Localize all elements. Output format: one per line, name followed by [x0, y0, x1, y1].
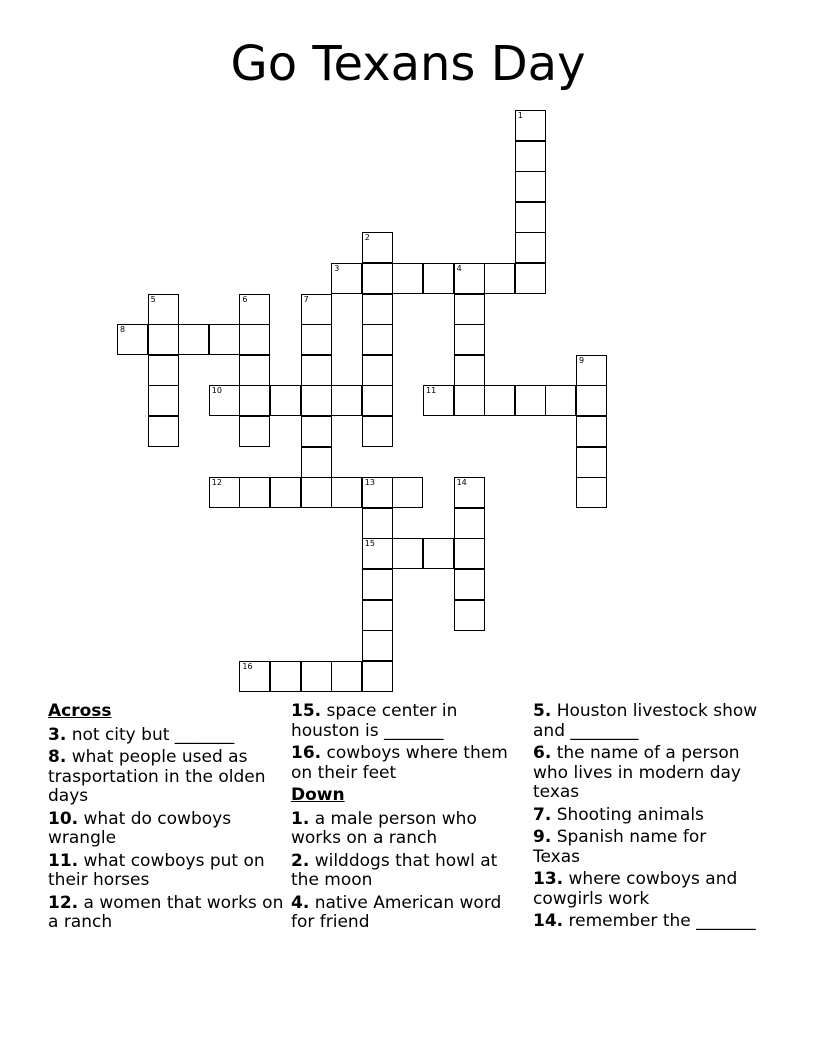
grid-cell-6[interactable]: [239, 294, 270, 325]
grid-cell-3[interactable]: [331, 263, 362, 294]
grid-cell-16[interactable]: [239, 661, 270, 692]
page-title: Go Texans Day: [230, 36, 586, 92]
grid-cell[interactable]: [454, 355, 485, 386]
cell-number: 10: [211, 386, 222, 396]
cell-number: 13: [364, 478, 375, 488]
grid-cell-5[interactable]: [148, 294, 179, 325]
grid-cell[interactable]: [301, 324, 332, 355]
clue-down-5: 5. Houston livestock show and ________: [533, 701, 758, 741]
grid-cell[interactable]: [270, 661, 301, 692]
clue-across-16: 16. cowboys where them on their feet: [291, 743, 508, 783]
grid-cell[interactable]: [576, 447, 607, 478]
grid-cell[interactable]: [301, 477, 332, 508]
cell-number: 3: [334, 264, 340, 273]
grid-cell[interactable]: [392, 263, 423, 294]
grid-cell[interactable]: [576, 416, 607, 447]
grid-cell[interactable]: [423, 538, 454, 569]
across-heading: Across: [48, 701, 112, 721]
grid-cell[interactable]: [239, 355, 270, 386]
clue-down-2: 2. wilddogs that howl at the moon: [291, 850, 498, 890]
grid-cell[interactable]: [454, 569, 485, 600]
grid-cell[interactable]: [362, 416, 393, 447]
grid-cell-4[interactable]: [454, 263, 485, 294]
grid-cell[interactable]: [148, 416, 179, 447]
grid-cell[interactable]: [576, 477, 607, 508]
grid-cell[interactable]: [239, 477, 270, 508]
cell-number: 16: [242, 661, 253, 671]
grid-cell-9[interactable]: [576, 355, 607, 386]
grid-cell[interactable]: [362, 600, 393, 631]
grid-cell[interactable]: [239, 416, 270, 447]
grid-cell-13[interactable]: [362, 477, 393, 508]
grid-cell[interactable]: [392, 477, 423, 508]
grid-cell-1[interactable]: [515, 110, 546, 141]
grid-cell[interactable]: [270, 385, 301, 416]
cell-number: 8: [120, 325, 126, 335]
clue-across-15: 15. space center in houston is _______: [291, 701, 458, 741]
cell-number: 1: [517, 111, 523, 120]
clue-across-8: 8. what people used as trasportation in the olden days: [48, 747, 266, 806]
grid-cell[interactable]: [148, 385, 179, 416]
grid-cell-11[interactable]: [423, 385, 454, 416]
grid-cell[interactable]: [209, 324, 240, 355]
clues-column-3: [533, 702, 758, 935]
cell-number: 15: [364, 539, 375, 549]
clue-down-1: 1. a male person who works on a ranch: [291, 808, 477, 848]
clue-across-11: 11. what cowboys put on their horses: [48, 850, 265, 890]
grid-cell[interactable]: [454, 385, 485, 416]
grid-cell[interactable]: [178, 324, 209, 355]
grid-cell[interactable]: [362, 263, 393, 294]
clue-across-3: 3. not city but _______: [48, 724, 235, 745]
grid-cell[interactable]: [301, 661, 332, 692]
grid-cell[interactable]: [362, 630, 393, 661]
grid-cell[interactable]: [362, 324, 393, 355]
grid-cell[interactable]: [362, 385, 393, 416]
grid-cell[interactable]: [362, 355, 393, 386]
grid-cell[interactable]: [454, 324, 485, 355]
grid-cell-14[interactable]: [454, 477, 485, 508]
grid-cell[interactable]: [301, 385, 332, 416]
grid-cell[interactable]: [362, 661, 393, 692]
grid-cell-10[interactable]: [209, 385, 240, 416]
grid-cell[interactable]: [484, 263, 515, 294]
grid-cell[interactable]: [239, 385, 270, 416]
grid-cell[interactable]: [515, 202, 546, 233]
grid-cell[interactable]: [362, 508, 393, 539]
cell-number: 7: [303, 294, 309, 304]
cell-number: 4: [456, 264, 462, 273]
grid-cell[interactable]: [270, 477, 301, 508]
grid-cell[interactable]: [484, 385, 515, 416]
clue-down-4: 4. native American word for friend: [291, 892, 502, 932]
grid-cell[interactable]: [454, 294, 485, 325]
clue-down-13: 13. where cowboys and cowgirls work: [533, 869, 738, 909]
grid-cell[interactable]: [301, 355, 332, 386]
clue-down-14: 14. remember the _______: [533, 911, 756, 931]
grid-cell[interactable]: [454, 538, 485, 569]
clue-down-7: 7. Shooting animals: [533, 804, 704, 825]
clues-column-2: [291, 702, 523, 936]
grid-cell-2[interactable]: [362, 232, 393, 263]
grid-cell-8[interactable]: [117, 324, 148, 355]
grid-cell[interactable]: [362, 294, 393, 325]
cell-number: 6: [242, 294, 248, 304]
grid-cell[interactable]: [454, 600, 485, 631]
grid-cell[interactable]: [515, 171, 546, 202]
grid-cell[interactable]: [148, 324, 179, 355]
grid-cell[interactable]: [423, 263, 454, 294]
grid-cell-15[interactable]: [362, 538, 393, 569]
grid-cell[interactable]: [515, 141, 546, 172]
clue-down-6: 6. the name of a person who lives in modern day texas: [533, 743, 741, 802]
grid-cell[interactable]: [392, 538, 423, 569]
grid-cell[interactable]: [515, 232, 546, 263]
grid-cell[interactable]: [331, 477, 362, 508]
grid-cell-7[interactable]: [301, 294, 332, 325]
grid-cell[interactable]: [301, 447, 332, 478]
grid-cell-12[interactable]: [209, 477, 240, 508]
cell-number: 12: [211, 478, 222, 488]
grid-cell[interactable]: [515, 263, 546, 294]
cell-number: 14: [456, 478, 467, 488]
clues-column-1: [48, 702, 288, 936]
grid-cell[interactable]: [515, 385, 546, 416]
grid-cell[interactable]: [576, 385, 607, 416]
cell-number: 9: [579, 355, 585, 365]
grid-cell[interactable]: [545, 385, 576, 416]
grid-cell[interactable]: [301, 416, 332, 447]
grid-cell[interactable]: [331, 385, 362, 416]
grid-cell[interactable]: [148, 355, 179, 386]
cell-number: 11: [426, 386, 437, 396]
grid-cell[interactable]: [454, 508, 485, 539]
grid-cell[interactable]: [239, 324, 270, 355]
clue-across-12: 12. a women that works on a ranch: [48, 892, 284, 932]
grid-cell[interactable]: [362, 569, 393, 600]
cell-number: 5: [150, 294, 156, 304]
grid-cell[interactable]: [331, 661, 362, 692]
cell-number: 2: [364, 233, 370, 243]
clue-across-10: 10. what do cowboys wrangle: [48, 808, 232, 848]
clue-down-9: 9. Spanish name for Texas: [533, 827, 707, 867]
down-heading: Down: [291, 785, 345, 805]
